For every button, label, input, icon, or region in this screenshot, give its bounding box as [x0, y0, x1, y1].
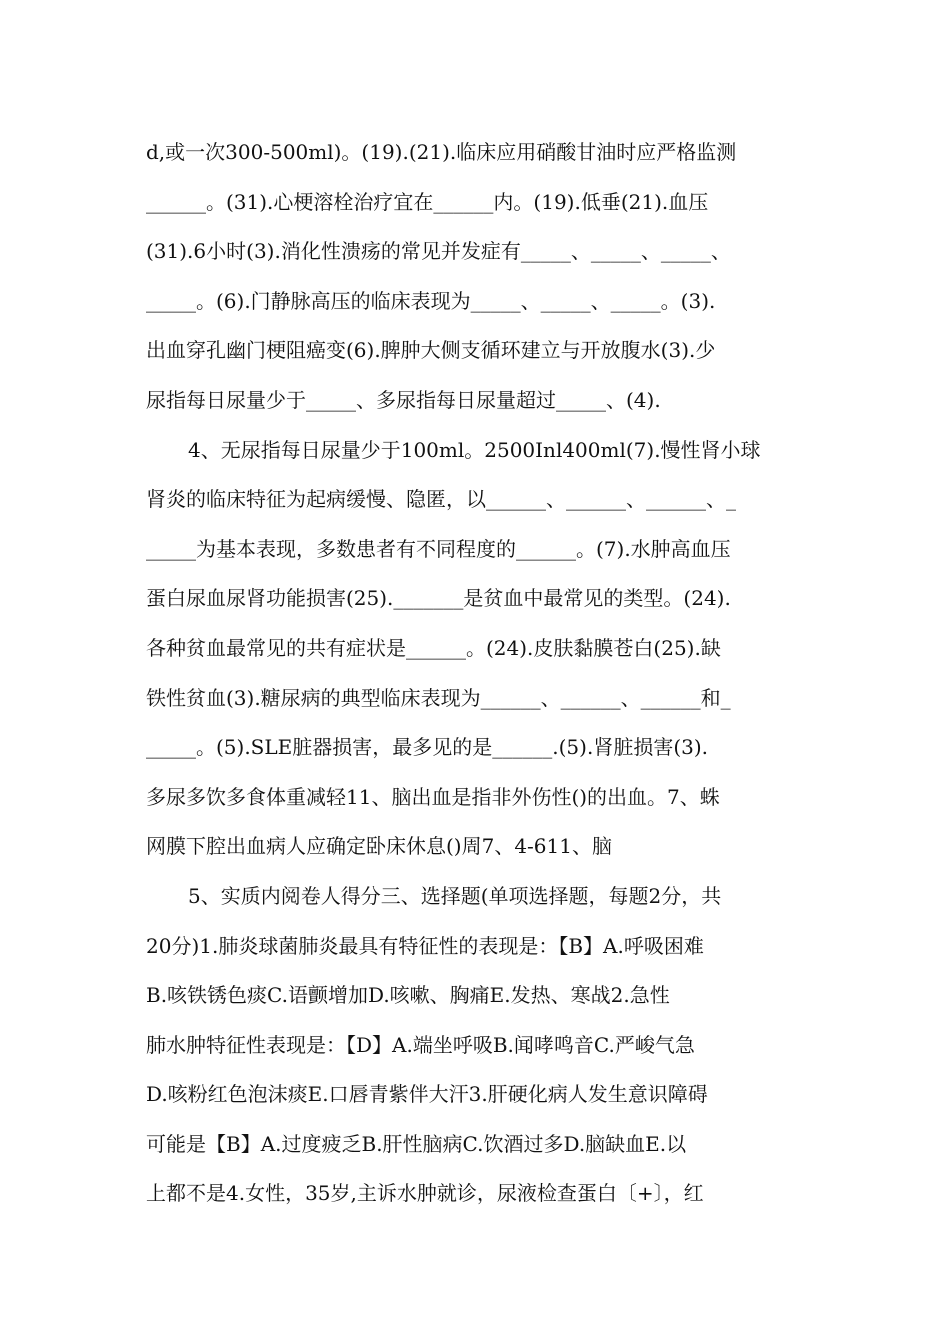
text-line-12: 铁性贫血(3).糖尿病的典型临床表现为______、______、______和_ — [146, 685, 731, 710]
text-line-10: 蛋白尿血尿肾功能损害(25)._______是贫血中最常见的类型。(24). — [146, 586, 731, 611]
text-line-13: _____。(5).SLE脏器损害，最多见的是______.(5).肾脏损害(3). — [146, 735, 709, 760]
document-body — [146, 128, 810, 1219]
paragraph-4-start: 4、无尿指每日尿量少于100ml。2500Inl400ml(7).慢性肾小球 — [188, 437, 761, 462]
text-line-6: 尿指每日尿量少于_____、多尿指每日尿量超过_____、(4). — [146, 387, 661, 412]
text-line-18: B.咳铁锈色痰C.语颤增加D.咳嗽、胸痛E.发热、寒战2.急性 — [146, 983, 670, 1008]
text-line-17: 20分)1.肺炎球菌肺炎最具有特征性的表现是：【B】A.呼吸困难 — [146, 933, 704, 958]
text-line-15: 网膜下腔出血病人应确定卧床休息()周7、4-611、脑 — [146, 834, 612, 859]
paragraph-5-start: 5、实质内阅卷人得分三、选择题(单项选择题，每题2分，共 — [188, 883, 722, 908]
text-line-1: d,或一次300-500ml)。(19).(21).临床应用硝酸甘油时应严格监测 — [146, 140, 737, 164]
text-line-11: 各种贫血最常见的共有症状是______。(24).皮肤黏膜苍白(25).缺 — [146, 635, 721, 660]
text-line-14: 多尿多饮多食体重减轻11、脑出血是指非外伤性()的出血。7、蛛 — [146, 784, 720, 809]
text-line-3: (31).6小时(3).消化性溃疡的常见并发症有_____、_____、_____、 — [146, 239, 731, 264]
text-line-20: D.咳粉红色泡沫痰E.口唇青紫伴大汗3.肝硬化病人发生意识障碍 — [146, 1082, 708, 1107]
text-line-9: _____为基本表现，多数患者有不同程度的______。(7).水肿高血压 — [146, 536, 731, 561]
text-line-4: _____。(6).门静脉高压的临床表现为_____、_____、_____。(3). — [146, 288, 716, 313]
text-line-22: 上都不是4.女性，35岁,主诉水肿就诊，尿液检查蛋白〔+〕，红 — [146, 1181, 704, 1206]
text-line-2: ______。(31).心梗溶栓治疗宜在______内。(19).低垂(21).血压 — [146, 189, 709, 214]
text-line-21: 可能是【B】A.过度疲乏B.肝性脑病C.饮酒过多D.脑缺血E.以 — [146, 1131, 687, 1156]
text-line-5: 出血穿孔幽门梗阻癌变(6).脾肿大侧支循环建立与开放腹水(3).少 — [146, 338, 716, 363]
text-line-8: 肾炎的临床特征为起病缓慢、隐匿，以______、______、______、_ — [146, 487, 736, 512]
text-line-19: 肺水肿特征性表现是：【D】A.端坐呼吸B.闻哮鸣音C.严峻气急 — [146, 1032, 695, 1057]
